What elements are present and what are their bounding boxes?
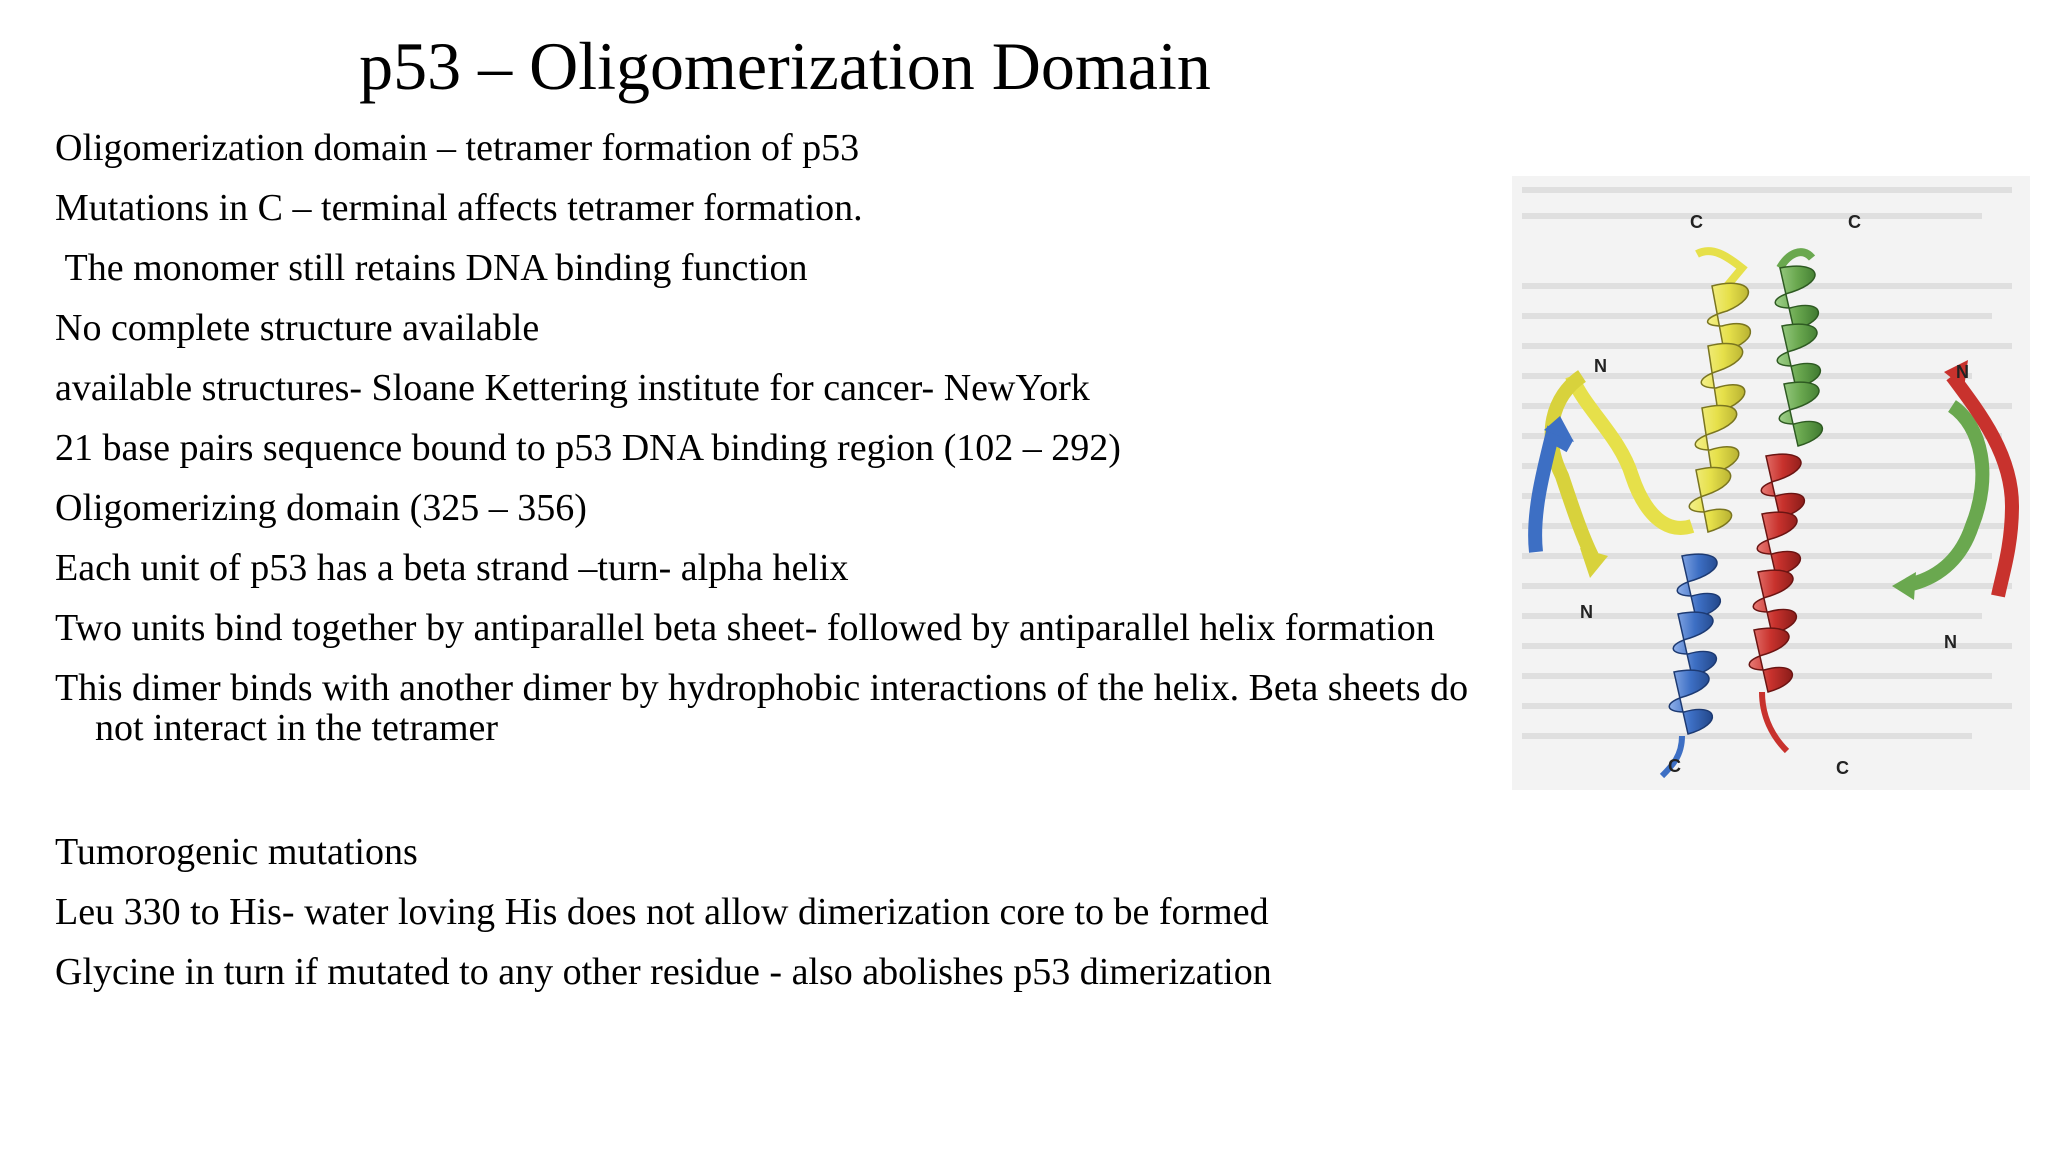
terminus-label-n: N — [1944, 632, 1957, 652]
bullet-item: The monomer still retains DNA binding function — [55, 247, 808, 289]
bullet-item: Each unit of p53 has a beta strand –turn- alpha helix — [55, 547, 849, 589]
terminus-label-n: N — [1580, 602, 1593, 622]
bullet-item: 21 base pairs sequence bound to p53 DNA binding region (102 – 292) — [55, 427, 1121, 469]
terminus-label-n: N — [1594, 356, 1607, 376]
bullet-item: Glycine in turn if mutated to any other residue - also abolishes p53 dimerization — [55, 951, 1272, 993]
bullet-item: Leu 330 to His- water loving His does not allow dimerization core to be formed — [55, 891, 1269, 933]
p53-tetramer-ribbon-figure — [1512, 176, 2030, 790]
terminus-label-n: N — [1956, 362, 1969, 382]
bullet-item: available structures- Sloane Kettering institute for cancer- NewYork — [55, 367, 1090, 409]
bullet-item: Oligomerizing domain (325 – 356) — [55, 487, 587, 529]
terminus-label-c: C — [1848, 212, 1861, 232]
bullet-item: No complete structure available — [55, 307, 540, 349]
bullet-item: Two units bind together by antiparallel beta sheet- followed by antiparallel helix formation — [55, 607, 1435, 649]
bullet-item: Mutations in C – terminal affects tetramer formation. — [55, 187, 863, 229]
terminus-label-c: C — [1668, 756, 1681, 776]
terminus-label-c: C — [1836, 758, 1849, 778]
bullet-item: This dimer binds with another dimer by hydrophobic interactions of the helix. Beta sheets do not interact in the tetramer — [55, 667, 1478, 749]
green-chain — [1775, 252, 1982, 600]
bullet-item: Tumorogenic mutations — [55, 831, 418, 873]
terminus-label-c: C — [1690, 212, 1703, 232]
bullet-item: Oligomerization domain – tetramer formation of p53 — [55, 127, 860, 169]
bullet-list — [55, 128, 1495, 1012]
ribbon-diagram — [1512, 176, 2030, 790]
slide-title: p53 – Oligomerization Domain — [359, 28, 1211, 104]
